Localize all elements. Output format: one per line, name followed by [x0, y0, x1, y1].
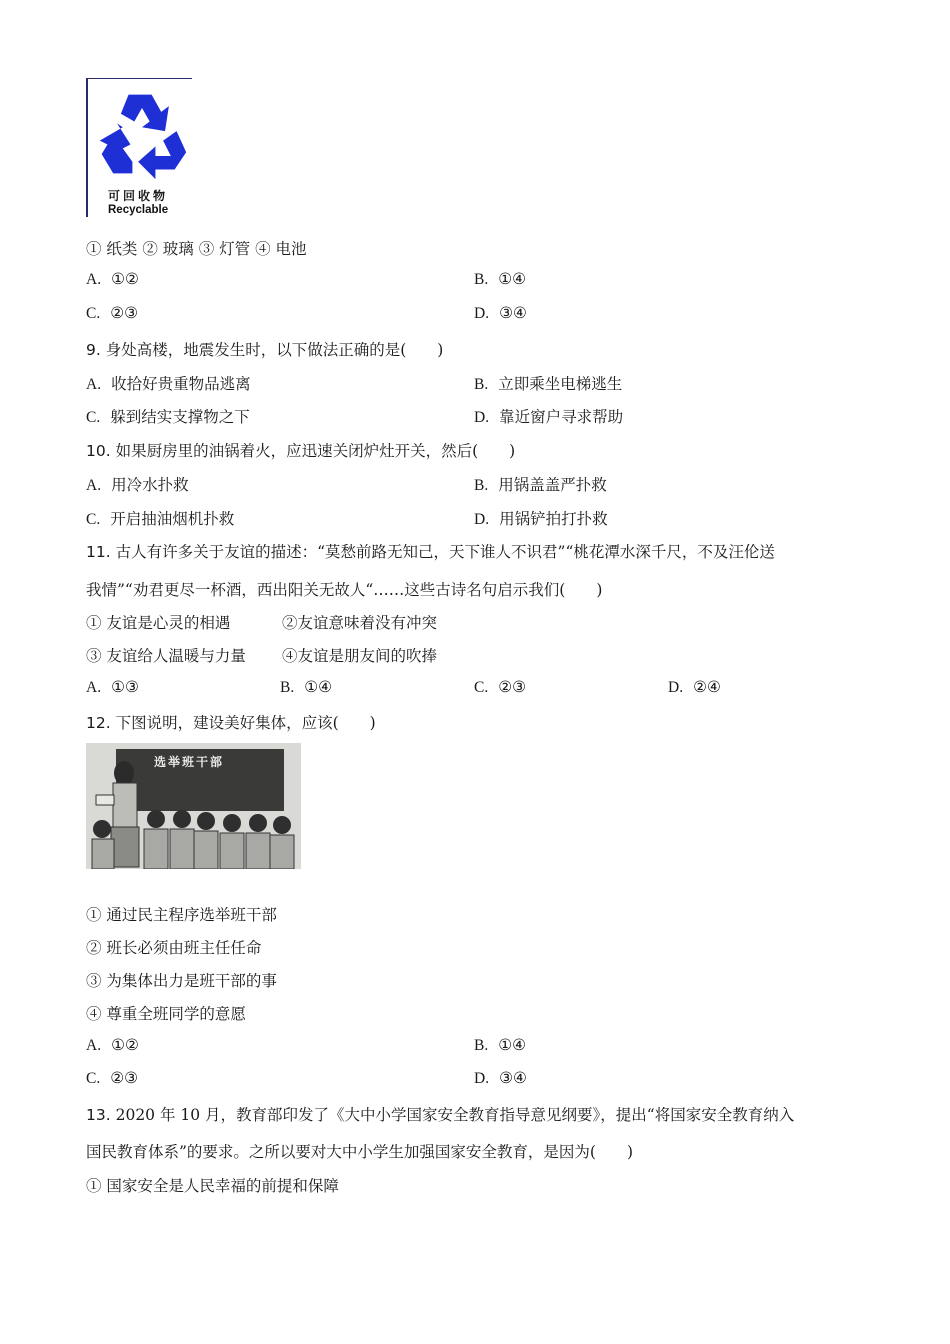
q12-item-1: ① 通过民主程序选举班干部 — [86, 906, 277, 924]
q12-option-a — [86, 1036, 139, 1055]
q13-item-1: ① 国家安全是人民幸福的前提和保障 — [86, 1177, 339, 1195]
option-text: ①② — [111, 270, 139, 288]
option-letter: D. — [474, 511, 490, 528]
option-text: 躲到结实支撑物之下 — [110, 408, 250, 426]
question-text: 如果厨房里的油锅着火，应迅速关闭炉灶开关，然后( ) — [115, 442, 516, 460]
q9-stem — [86, 338, 443, 360]
option-text: ③④ — [499, 1069, 527, 1087]
option-letter: A. — [86, 376, 102, 393]
class-election-photo — [86, 743, 301, 869]
q12-option-b — [474, 1036, 526, 1055]
question-number: 11. — [86, 543, 111, 561]
option-letter: D. — [668, 679, 684, 696]
option-letter: A. — [86, 679, 102, 696]
q12-item-3: ③ 为集体出力是班干部的事 — [86, 972, 277, 990]
q13-stem-line1 — [86, 1103, 794, 1125]
option-text: ②③ — [498, 678, 527, 696]
q10-option-b — [474, 473, 607, 495]
question-text: 身处高楼，地震发生时，以下做法正确的是( ) — [105, 341, 444, 359]
option-text: ②④ — [693, 678, 721, 696]
q11-item-2: ②友谊意味着没有冲突 — [282, 614, 438, 632]
q11-option-b — [280, 678, 332, 697]
option-text: 立即乘坐电梯逃生 — [498, 375, 623, 393]
q11-stem-line2: 我情”“劝君更尽一杯酒，西出阳关无故人“……这些古诗名句启示我们( ) — [86, 581, 603, 599]
q8-items: ① 纸类 ② 玻璃 ③ 灯管 ④ 电池 — [86, 240, 307, 258]
option-letter: C. — [86, 511, 101, 528]
option-text: 用冷水扑救 — [111, 476, 189, 494]
option-letter: C. — [86, 409, 101, 426]
q8-option-d — [474, 304, 527, 323]
option-text: ①④ — [304, 678, 333, 696]
question-text: 2020 年 10 月，教育部印发了《大中小学国家安全教育指导意见纲要》，提出“将国家安全教育纳入 — [115, 1106, 795, 1124]
q10-option-c — [86, 507, 234, 529]
option-letter: D. — [474, 1070, 490, 1087]
option-text: 收拾好贵重物品逃离 — [111, 375, 251, 393]
option-letter: A. — [86, 477, 102, 494]
q11-item-1: ① 友谊是心灵的相遇 — [86, 614, 231, 632]
q12-option-d — [474, 1069, 527, 1088]
question-number: 12. — [86, 714, 111, 732]
question-number: 13. — [86, 1106, 111, 1124]
q12-item-4: ④ 尊重全班同学的意愿 — [86, 1005, 246, 1023]
q10-option-d — [474, 507, 608, 529]
option-letter: D. — [474, 409, 490, 426]
option-text: 用锅盖盖严扑救 — [498, 476, 607, 494]
option-letter: B. — [474, 477, 489, 494]
option-letter: B. — [474, 271, 489, 288]
question-text: 下图说明，建设美好集体，应该( ) — [115, 714, 376, 732]
question-number: 10. — [86, 442, 111, 460]
option-text: 靠近窗户寻求帮助 — [499, 408, 624, 426]
q9-option-c — [86, 405, 250, 427]
option-text: ②③ — [110, 304, 139, 322]
q8-option-b — [474, 270, 526, 289]
option-letter: C. — [474, 679, 489, 696]
option-letter: D. — [474, 305, 490, 322]
question-number: 9. — [86, 341, 101, 359]
option-text: 用锅铲拍打扑救 — [499, 510, 608, 528]
q11-option-d — [668, 678, 721, 697]
option-text: ①③ — [111, 678, 139, 696]
q8-option-c — [86, 304, 138, 323]
option-text: ①④ — [498, 1036, 527, 1054]
q11-option-c — [474, 678, 526, 697]
option-letter: C. — [86, 305, 101, 322]
q11-item-4: ④友谊是朋友间的吹捧 — [282, 647, 438, 665]
recycle-label-cn: 可回收物 — [108, 189, 169, 203]
option-letter: A. — [86, 1037, 102, 1054]
q11-option-a — [86, 678, 139, 697]
q11-stem-line1 — [86, 540, 775, 562]
recycle-label-en: Recyclable — [108, 204, 169, 216]
q9-option-a — [86, 372, 251, 394]
option-text: ②③ — [110, 1069, 139, 1087]
option-text: ①④ — [498, 270, 527, 288]
option-letter: B. — [280, 679, 295, 696]
q12-option-c — [86, 1069, 138, 1088]
q10-stem — [86, 439, 515, 461]
teacher-and-students-illustration — [86, 743, 301, 869]
option-letter: A. — [86, 271, 102, 288]
option-text: 开启抽油烟机扑救 — [110, 510, 235, 528]
recycle-icon — [94, 85, 190, 181]
q12-item-2: ② 班长必须由班主任任命 — [86, 939, 262, 957]
option-letter: B. — [474, 376, 489, 393]
q9-option-d — [474, 405, 623, 427]
q10-option-a — [86, 473, 189, 495]
blackboard-caption: 选举班干部 — [154, 755, 225, 769]
recycle-sign-image — [86, 78, 192, 217]
option-letter: C. — [86, 1070, 101, 1087]
q12-stem — [86, 711, 376, 733]
option-text: ③④ — [499, 304, 527, 322]
q9-option-b — [474, 372, 622, 394]
q13-stem-line2: 国民教育体系”的要求。之所以要对大中小学生加强国家安全教育，是因为( ) — [86, 1143, 634, 1161]
q8-option-a — [86, 270, 139, 289]
option-text: ①② — [111, 1036, 139, 1054]
option-letter: B. — [474, 1037, 489, 1054]
question-text: 古人有许多关于友谊的描述：“莫愁前路无知己，天下谁人不识君”“桃花潭水深千尺，不及汪伦送 — [115, 543, 775, 561]
q11-item-3: ③ 友谊给人温暖与力量 — [86, 647, 246, 665]
